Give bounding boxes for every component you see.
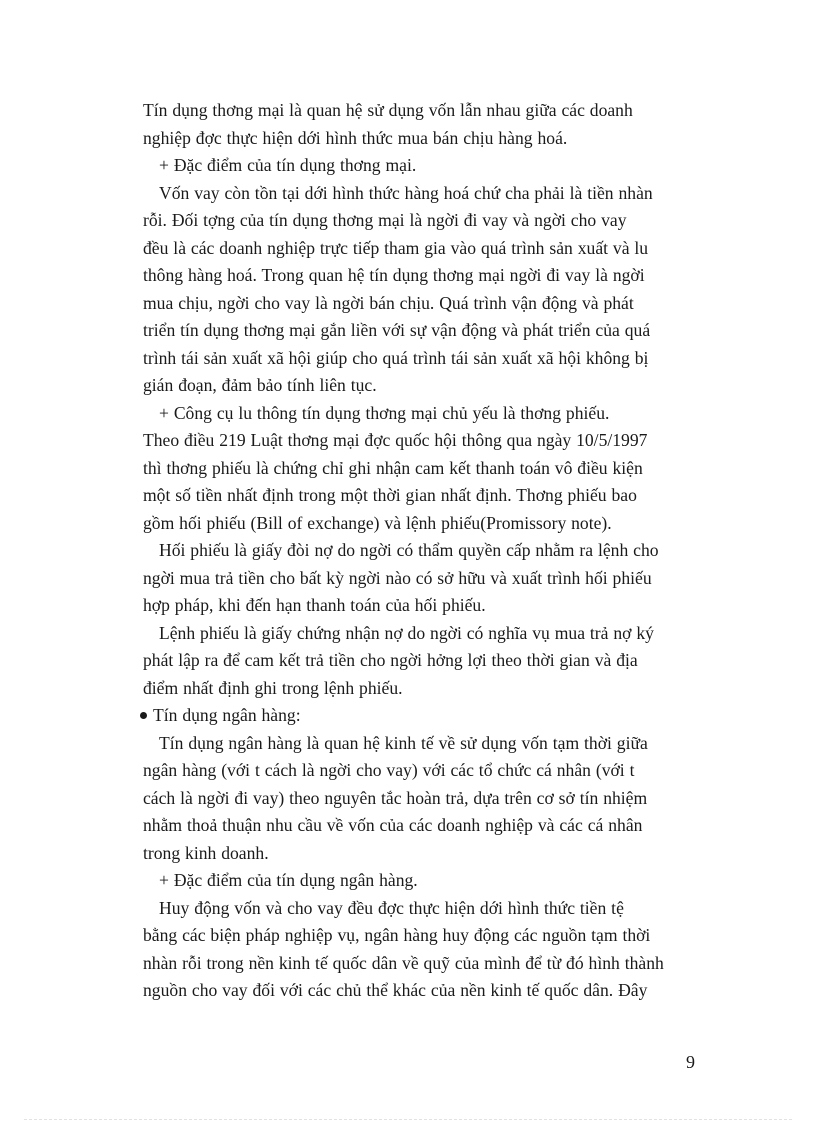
text-line: trong kinh doanh. [143,842,269,863]
text-line: Tín dụng ngân hàng là quan hệ kinh tế về sử dụng vốn tạm thời giữa [159,732,648,753]
text-line: nghiệp đợc thực hiện dới hình thức mua bán chịu hàng hoá. [143,127,568,148]
text-line: thông hàng hoá. Trong quan hệ tín dụng thơng mại ngời đi vay là ngời [143,265,645,285]
text-line: rỗi. Đối tợng của tín dụng thơng mại là ngời đi vay và ngời cho vay [143,210,627,230]
text-line: hợp pháp, khi đến hạn thanh toán của hối phiếu. [143,595,486,615]
heading-text: Tín dụng ngân hàng: [153,705,301,725]
text-line: nguồn cho vay đối với các chủ thể khác của nền kinh tế quốc dân. Đây [143,980,648,1000]
text-line: Theo điều 219 Luật thơng mại đợc quốc hội thông qua ngày 10/5/1997 [143,430,648,450]
text-line: nhằm thoả thuận nhu cầu về vốn của các doanh nghiệp và các cá nhân [143,815,643,835]
text-line: đều là các doanh nghiệp trực tiếp tham gia vào quá trình sản xuất và lu [143,237,649,258]
text-line: cách là ngời đi vay) theo nguyên tắc hoàn trả, dựa trên cơ sở tín nhiệm [143,787,648,808]
text-line: gồm hối phiếu (Bill of exchange) và lệnh phiếu(Promissory note). [143,512,612,533]
text-line: một số tiền nhất định trong một thời gian nhất định. Thơng phiếu bao [143,485,637,505]
text-line: phát lập ra để cam kết trả tiền cho ngời hởng lợi theo thời gian và địa [143,650,638,670]
text-line: thì thơng phiếu là chứng chỉ ghi nhận cam kết thanh toán vô điều kiện [143,457,643,478]
bullet-icon [140,712,147,719]
text-line: trình tái sản xuất xã hội giúp cho quá trình tái sản xuất xã hội không bị [143,347,649,368]
text-line: Lệnh phiếu là giấy chứng nhận nợ do ngời có nghĩa vụ mua trả nợ ký [159,622,654,643]
document-body [143,97,698,1005]
text-line: + Đặc điểm của tín dụng thơng mại. [159,155,417,175]
text-line: ngân hàng (với t cách là ngời cho vay) với các tổ chức cá nhân (với t [143,760,635,780]
text-line: ngời mua trả tiền cho bất kỳ ngời nào có sở hữu và xuất trình hối phiếu [143,567,652,588]
text-line: Hối phiếu là giấy đòi nợ do ngời có thẩm quyền cấp nhằm ra lệnh cho [159,540,659,560]
text-line: nhàn rỗi trong nền kinh tế quốc dân về quỹ của mình để từ đó hình thành [143,952,664,973]
text-line: Tín dụng thơng mại là quan hệ sử dụng vốn lẫn nhau giữa các doanh [143,100,633,120]
text-line: Huy động vốn và cho vay đều đợc thực hiện dới hình thức tiền tệ [159,897,624,918]
text-line: Vốn vay còn tồn tại dới hình thức hàng hoá chứ cha phải là tiền nhàn [159,182,653,203]
bullet-heading [143,702,698,730]
text-line: bằng các biện pháp nghiệp vụ, ngân hàng huy động các nguồn tạm thời [143,925,651,945]
text-line: mua chịu, ngời cho vay là ngời bán chịu. Quá trình vận động và phát [143,292,634,313]
text-line: triển tín dụng thơng mại gắn liền với sự vận động và phát triển của quá [143,320,651,340]
text-line: điểm nhất định ghi trong lệnh phiếu. [143,677,403,698]
text-line: gián đoạn, đảm bảo tính liên tục. [143,375,377,395]
text-line: + Công cụ lu thông tín dụng thơng mại chủ yếu là thơng phiếu. [159,402,610,423]
page-number: 9 [686,1052,695,1072]
page-bottom-divider [24,1119,792,1120]
text-line: + Đặc điểm của tín dụng ngân hàng. [159,870,418,890]
